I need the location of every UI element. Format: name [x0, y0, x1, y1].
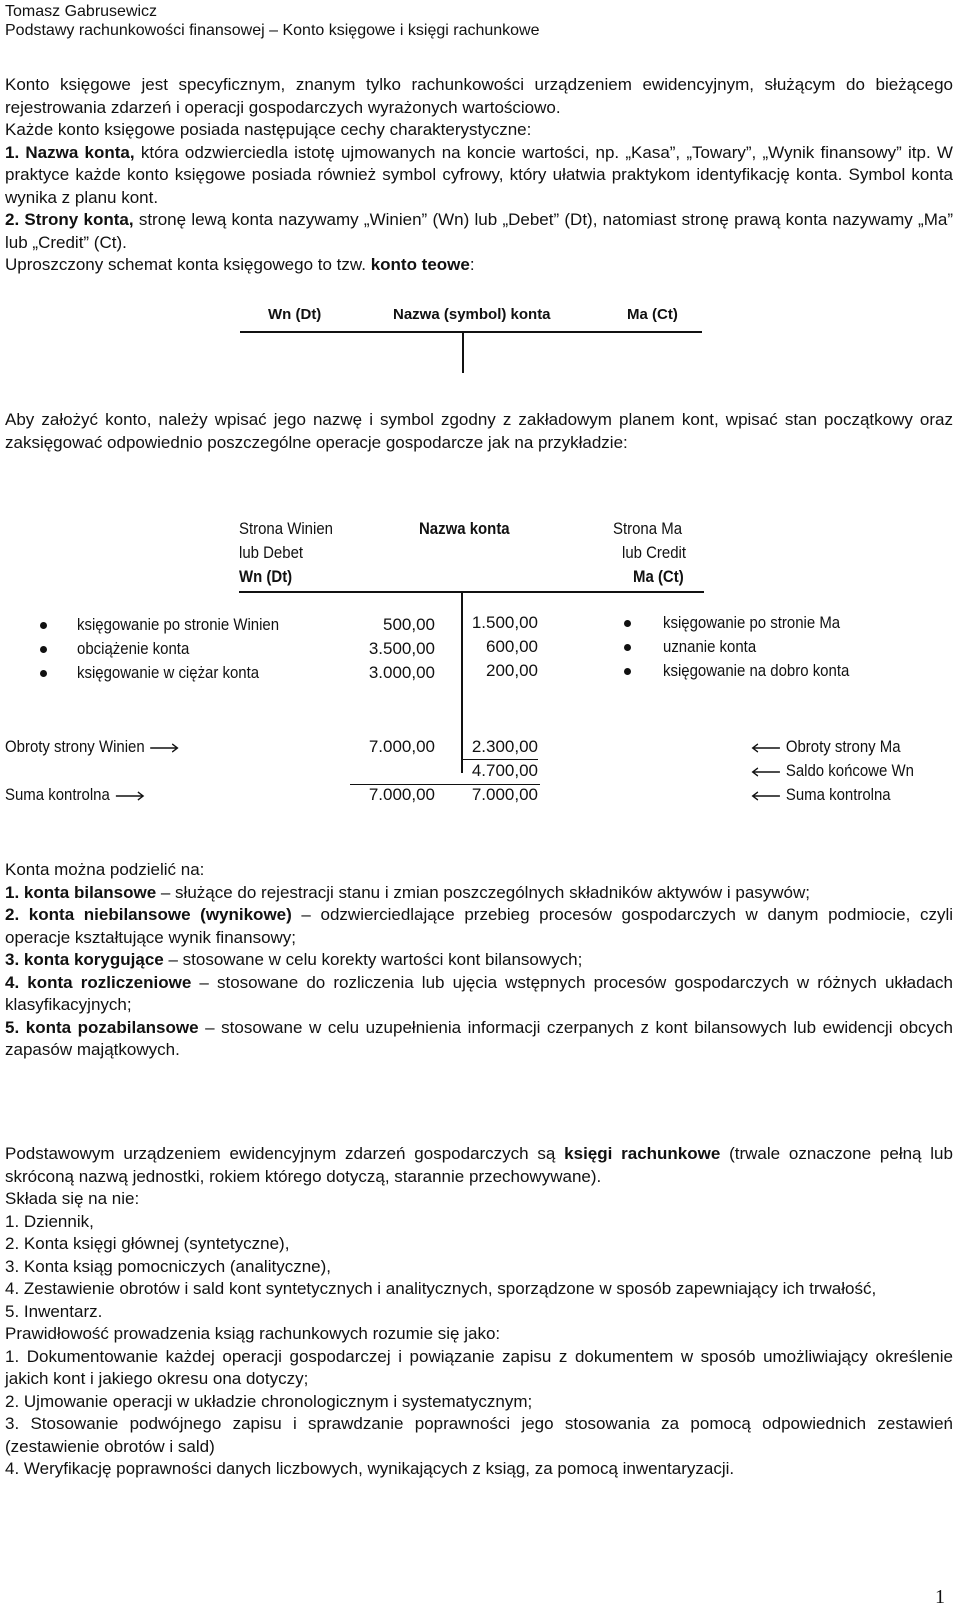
arrow-left-icon	[750, 761, 782, 780]
prawidlowosc-item: 4. Weryfikację poprawności danych liczbowych, wynikających z ksiąg, za pomocą inwentaryzacji.	[5, 1459, 735, 1478]
intro-definition: Konto księgowe jest specyficznym, znanym tylko rachunkowości urządzeniem ewidencyjnym, służącym do bieżącego rejestrowania zdarzeń i operacji gospodarczych wyrażonych wartościowo.	[5, 75, 953, 117]
konta-item	[5, 972, 953, 1017]
suma-right-text: Suma kontrolna	[785, 785, 891, 804]
teowe-colon: :	[469, 255, 475, 274]
right-item-value: 200,00	[486, 661, 538, 680]
author-name: Tomasz Gabrusewicz	[5, 3, 158, 20]
example-intro: Aby założyć konto, należy wpisać jego nazwę i symbol zgodny z zakładowym planem kont, wpisać stan początkowy oraz zaksięgować odpowiednio poszczególne operacje gospodarcze jak na przykładzie:	[5, 410, 953, 452]
bullet-icon	[40, 646, 47, 653]
feature-2-text: stronę lewą konta nazywamy „Winien” (Wn) lub „Debet” (Dt), natomiast stronę prawą konta nazywamy „Ma” lub „Credit” (Ct).	[5, 210, 953, 252]
arrow-right-icon	[149, 737, 181, 756]
teowe-left-label: Wn (Dt)	[268, 306, 322, 323]
konta-item	[5, 882, 953, 905]
konta-item-title: 1. konta bilansowe	[5, 882, 157, 902]
konta-item-title: 5. konta pozabilansowe	[5, 1017, 199, 1037]
prawidlowosc-item: 2. Ujmowanie operacji w układzie chronologicznym i systematycznym;	[5, 1391, 533, 1411]
ksiegi-list-item: 2. Konta księgi głównej (syntetyczne),	[5, 1234, 290, 1253]
feature-2	[5, 209, 953, 254]
right-item-label: księgowanie na dobro konta	[663, 661, 850, 680]
example-center-header: Nazwa konta	[419, 519, 510, 538]
feature-2-title: 2. Strony konta,	[5, 210, 134, 229]
konta-item-text: – służące do rejestracji stanu i zmian poszczególnych składników aktywów i pasywów;	[156, 882, 811, 902]
obroty-right-value: 2.300,00	[471, 737, 538, 756]
example-right-header-3: Ma (Ct)	[633, 567, 684, 586]
bullet-icon	[40, 622, 47, 629]
teowe-term: konto teowe	[370, 255, 470, 274]
suma-right-label	[750, 785, 891, 805]
saldo-top-line	[463, 759, 538, 760]
right-item-value: 1.500,00	[471, 613, 538, 632]
suma-left-value: 7.000,00	[368, 785, 435, 804]
teowe-center-label: Nazwa (symbol) konta	[393, 306, 551, 323]
ksiegi-list-item: 4. Zestawienie obrotów i sald kont syntetycznych i analitycznych, sporządzone w sposób zapewniający ich trwałość,	[5, 1279, 877, 1298]
ksiegi-tail: (trwale oznaczone pełną lub skróconą nazwą jednostki, rokiem którego dotyczą, starannie przechowywane).	[5, 1144, 953, 1186]
obroty-left-label	[5, 737, 181, 757]
ksiegi-list-item: 1. Dziennik,	[5, 1211, 94, 1231]
arrow-right-icon	[114, 785, 146, 804]
suma-right-value: 7.000,00	[471, 785, 538, 804]
feature-3	[5, 254, 953, 277]
feature-1-title: 1. Nazwa konta,	[5, 142, 135, 162]
konta-intro: Konta można podzielić na:	[5, 860, 205, 879]
ksiegi-lead: Podstawowym urządzeniem ewidencyjnym zdarzeń gospodarczych są	[5, 1144, 565, 1163]
bullet-icon	[624, 644, 631, 651]
right-item-label: uznanie konta	[663, 637, 757, 656]
left-item-value: 3.500,00	[368, 639, 435, 658]
obroty-right-label	[750, 737, 901, 757]
left-item-value: 3.000,00	[368, 663, 435, 682]
saldo-label	[750, 761, 914, 781]
konta-item-text: – stosowane w celu uzupełnienia informacji czerpanych z kont bilansowych lub ewidencji obcych zapasów majątkowych.	[5, 1017, 953, 1059]
konta-item-title: 2. konta niebilansowe (wynikowe)	[5, 905, 292, 924]
teowe-vertical-line	[462, 331, 464, 373]
feature-1-symbol-text: W praktyce każde konto księgowe posiada również symbol cyfrowy, który ułatwia praktykom identyfikację konta. Symbol konta wynika z planu kont.	[5, 142, 953, 207]
example-left-header-2: lub Debet	[239, 543, 304, 562]
saldo-value: 4.700,00	[471, 761, 538, 780]
bullet-icon	[624, 668, 631, 675]
konta-item-text: – odzwierciedlające przebieg procesów gospodarczych w danym podmiocie, czyli operacje kształtujące wynik finansowy;	[5, 905, 953, 947]
prawidlowosc-item: 3. Stosowanie podwójnego zapisu i sprawdzanie poprawności jego stosowania za pomocą odpowiednich zestawień (zestawienie obrotów i sald)	[5, 1414, 953, 1456]
page-number: 1	[935, 1586, 945, 1608]
bullet-icon	[40, 670, 47, 677]
konta-item	[5, 949, 953, 972]
konta-item-text: – stosowane w celu korekty wartości kont bilansowych;	[163, 950, 583, 969]
feature-1	[5, 142, 953, 210]
obroty-left-value: 7.000,00	[368, 737, 435, 756]
left-item-label: księgowanie w ciężar konta	[77, 663, 260, 682]
ksiegi-definition	[5, 1143, 953, 1188]
arrow-left-icon	[750, 785, 782, 804]
teowe-horizontal-line	[240, 331, 702, 333]
konta-item-title: 3. konta korygujące	[5, 950, 164, 969]
suma-left-label	[5, 785, 146, 805]
page-header	[5, 2, 540, 40]
ksiegi-section	[5, 1143, 953, 1481]
ksiegi-composition-lead: Składa się na nie:	[5, 1189, 140, 1208]
ksiegi-list-item: 3. Konta ksiąg pomocniczych (analityczne),	[5, 1256, 331, 1276]
example-horizontal-line	[239, 591, 704, 593]
right-item-value: 600,00	[486, 637, 538, 656]
konta-section	[5, 859, 953, 1062]
suma-left-text: Suma kontrolna	[5, 785, 110, 804]
document-subtitle: Podstawy rachunkowości finansowej – Konto księgowe i księgi rachunkowe	[5, 22, 540, 39]
feature-1-text: która odzwierciedla istotę ujmowanych na koncie wartości, np. „Kasa”, „Towary”, „Wynik finansowy” itp.	[134, 142, 931, 162]
example-left-header-3: Wn (Dt)	[239, 567, 293, 586]
bullet-icon	[624, 620, 631, 627]
left-item-label: księgowanie po stronie Winien	[77, 615, 280, 634]
example-right-header-2: lub Credit	[622, 543, 687, 562]
teowe-right-label: Ma (Ct)	[627, 306, 678, 323]
example-left-header-1: Strona Winien	[239, 519, 333, 538]
ksiegi-term: księgi rachunkowe	[564, 1144, 721, 1163]
konta-item	[5, 1017, 953, 1062]
right-item-label: księgowanie po stronie Ma	[663, 613, 841, 632]
left-item-label: obciążenie konta	[77, 639, 190, 658]
obroty-right-text: Obroty strony Ma	[785, 737, 901, 756]
example-right-header-1: Strona Ma	[613, 519, 683, 538]
konta-item-title: 4. konta rozliczeniowe	[5, 972, 192, 992]
prawidlowosc-lead: Prawidłowość prowadzenia ksiąg rachunkowych rozumie się jako:	[5, 1324, 501, 1343]
teowe-lead: Uproszczony schemat konta księgowego to tzw.	[5, 255, 371, 274]
obroty-left-text: Obroty strony Winien	[5, 737, 145, 756]
konta-item	[5, 904, 953, 949]
ksiegi-list-item: 5. Inwentarz.	[5, 1301, 103, 1321]
arrow-left-icon	[750, 737, 782, 756]
konta-item-text: – stosowane do rozliczenia lub ujęcia wstępnych procesów gospodarczych w różnych układach klasyfikacyjnych;	[5, 972, 953, 1014]
intro-section	[5, 74, 953, 277]
prawidlowosc-item: 1. Dokumentowanie każdej operacji gospodarczej i powiązanie zapisu z dokumentem w sposób umożliwiający określenie jakich kont i jakiego okresu ona dotyczy;	[5, 1346, 953, 1388]
left-item-value: 500,00	[383, 615, 435, 634]
saldo-text: Saldo końcowe Wn	[785, 761, 914, 780]
intro-features-lead: Każde konto księgowe posiada następujące cechy charakterystyczne:	[5, 120, 532, 139]
